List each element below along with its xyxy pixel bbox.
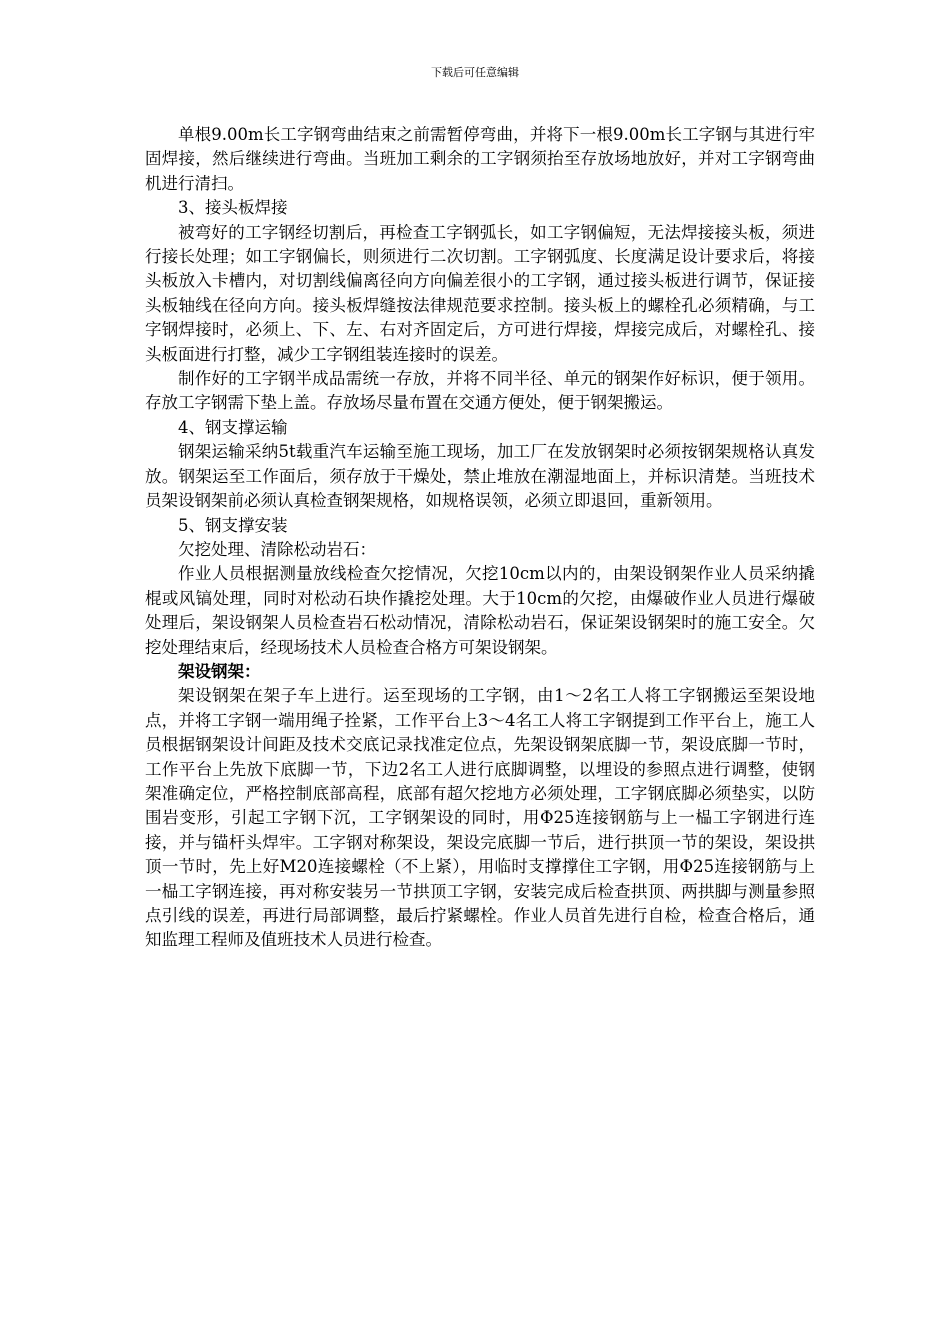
- paragraph: 作业人员根据测量放线检查欠挖情况，欠挖10cm以内的，由架设钢架作业人员采纳撬棍或风镐处理，同时对松动石块作撬挖处理。大于10cm的欠挖，由爆破作业人员进行爆破处理后，架设钢架人员检查岩石松动情况，清除松动岩石，保证架设钢架时的施工安全。欠挖处理结束后，经现场技术人员检查合格方可架设钢架。: [145, 564, 815, 657]
- paragraph: 制作好的工字钢半成品需统一存放，并将不同半径、单元的钢架作好标识，便于领用。存放工字钢需下垫上盖。存放场尽量布置在交通方便处，便于钢架搬运。: [145, 369, 815, 413]
- section-heading: 4、钢支撑运输: [178, 417, 288, 437]
- paragraph: 被弯好的工字钢经切割后，再检查工字钢弧长，如工字钢偏短，无法焊接接头板，须进行接长处理；如工字钢偏长，则须进行二次切割。工字钢弧度、长度满足设计要求后，将接头板放入卡槽内，对切割线偏离径向方向偏差很小的工字钢，通过接头板进行调节，保证接头板轴线在径向方向。接头板焊缝按法律规范要求控制。接头板上的螺栓孔必须精确，与工字钢焊接时，必须上、下、左、右对齐固定后，方可进行焊接，焊接完成后，对螺栓孔、接头板面进行打整，减少工字钢组装连接时的误差。: [145, 222, 815, 364]
- paragraph: 钢架运输采纳5t载重汽车运输至施工现场，加工厂在发放钢架时必须按钢架规格认真发放。钢架运至工作面后，须存放于干燥处，禁止堆放在潮湿地面上，并标识清楚。当班技术员架设钢架前必须认真检查钢架规格，如规格误领，必须立即退回，重新领用。: [145, 442, 815, 511]
- section-heading: 3、接头板焊接: [178, 198, 288, 218]
- document-body: [145, 123, 815, 953]
- bold-subheading: 架设钢架：: [178, 661, 261, 681]
- section-heading: 5、钢支撑安装: [178, 515, 288, 535]
- paragraph: 单根9.00m长工字钢弯曲结束之前需暂停弯曲，并将下一根9.00m长工字钢与其进行牢固焊接，然后继续进行弯曲。当班加工剩余的工字钢须抬至存放场地放好，并对工字钢弯曲机进行清扫。: [145, 125, 815, 193]
- paragraph: 架设钢架在架子车上进行。运至现场的工字钢，由1～2名工人将工字钢搬运至架设地点，并将工字钢一端用绳子拴紧，工作平台上3～4名工人将工字钢提到工作平台上，施工人员根据钢架设计间距及技术交底记录找准定位点，先架设钢架底脚一节，架设底脚一节时，工作平台上先放下底脚一节，下边2名工人进行底脚调整，以埋设的参照点进行调整，使钢架准确定位，严格控制底部高程，底部有超欠挖地方必须处理，工字钢底脚必须垫实，以防围岩变形，引起工字钢下沉，工字钢架设的同时，用Φ25连接钢筋与上一榀工字钢进行连接，并与锚杆头焊牢。工字钢对称架设，架设完底脚一节后，进行拱顶一节的架设，架设拱顶一节时，先上好M20连接螺栓（不上紧），用临时支撑撑住工字钢，用Φ25连接钢筋与上一榀工字钢连接，再对称安装另一节拱顶工字钢，安装完成后检查拱顶、两拱脚与测量参照点引线的误差，再进行局部调整，最后拧紧螺栓。作业人员首先进行自检，检查合格后，通知监理工程师及值班技术人员进行检查。: [145, 686, 815, 950]
- page-header: 下载后可任意编辑: [431, 66, 519, 79]
- subheading: 欠挖处理、清除松动岩石：: [178, 539, 376, 559]
